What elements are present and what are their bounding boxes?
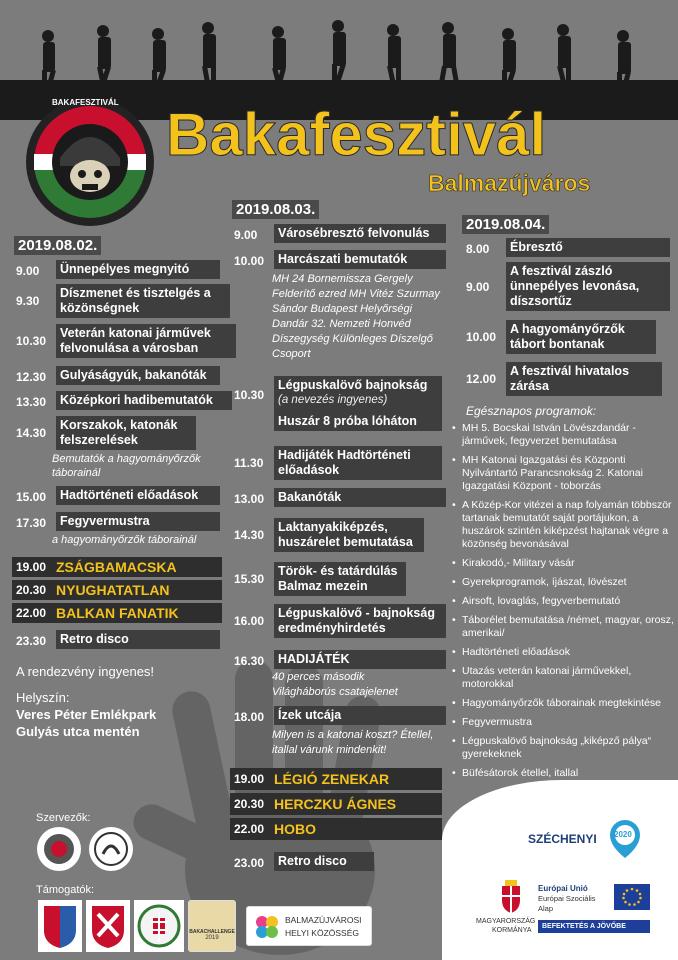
hungary-line-2: KORMÁNYA [492,927,532,934]
organizer-logo-1 [36,826,82,872]
band-name: LÉGIÓ ZENEKAR [274,771,390,787]
free-entry-text: A rendezvény ingyenes! [16,664,155,679]
organizer-logo-2 [88,826,134,872]
event-time: 10.30 [16,334,47,348]
day2-event-1 [234,250,446,269]
band-time: 19.00 [234,772,265,786]
day2-event-9-note: Milyen is a katonai koszt? Étellel, itallal várunk mindenkit! [272,729,434,756]
day2-event-4 [234,488,446,507]
day3-event-1 [466,262,670,311]
event-label: Gulyáságyúk, bakanóták [56,366,220,385]
event-time: 10.00 [466,330,497,344]
event-time: 11.30 [234,456,264,470]
eu-line-3: Alap [538,904,554,913]
event-time: 9.30 [16,294,40,308]
hungary-line-1: MAGYARORSZÁG [476,918,536,925]
day2-date: 2019.08.03. [232,200,319,219]
day1-band-0 [12,557,222,577]
event-label: Török- és tatárdúlás Balmaz mezein [274,562,406,596]
event-time: 10.30 [234,388,265,402]
day3-event-0 [466,238,670,257]
event-label: Bakanóták [274,488,446,507]
festival-title: Bakafesztivál [166,101,547,168]
event-time: 8.00 [466,242,490,256]
allday-label: Egésznapos programok: [466,404,597,418]
band-time: 20.30 [234,797,265,811]
event-label: Ébresztő [506,238,670,257]
list-item: • Fegyvermustra [452,716,676,729]
venue-label: Helyszín: [16,690,70,705]
day1-event-7 [16,512,220,531]
day1-event-7-note: a hagyományőrzők táborainál [52,534,197,546]
eu-slogan: BEFEKTETÉS A JÖVŐBE [538,920,650,933]
event-label-2: Huszár 8 próba lóháton [278,414,417,428]
festival-subtitle: Balmazújváros [428,170,591,196]
local-line-1: BALMAZÚJVÁROSI [285,915,362,925]
event-label: Laktanyakiképzés, huszárelet bemutatása [274,518,424,552]
list-item: • Légpuskalövő bajnokság „kiképző pálya“ gyerekeknek [452,735,676,761]
eu-line-1: Európai Unió [538,884,588,893]
event-label: Középkori hadibemutatók [56,391,232,410]
list-item: • Hagyományőrzők táborainak megtekintése [452,697,676,710]
event-time: 23.00 [234,856,265,870]
list-item: • Hadtörténeti előadások [452,646,676,659]
event-time: 12.30 [16,370,47,384]
logo-text: BAKAFESZTIVÁL [52,98,119,107]
event-note: (a nevezés ingyenes) [278,394,388,406]
szechenyi-text: SZÉCHENYI [528,832,597,846]
eu-line-2: Európai Szociális [538,894,596,903]
band-time: 19.00 [16,560,47,574]
event-time: 15.00 [16,490,47,504]
event-label: A fesztivál zászló ünnepélyes levonása, díszsortűz [506,262,670,311]
day2-event-0 [234,224,446,243]
day3-event-3 [466,362,662,396]
list-item: • Utazás veterán katonai járművekkel, motorokkal [452,665,676,691]
band-name: NYUGHATATLAN [56,582,170,598]
band-name: BALKAN FANATIK [56,605,179,621]
list-item: • Táborélet bemutatása /német, magyar, orosz, amerikai/ [452,614,676,640]
event-block [274,376,442,431]
event-time: 16.30 [234,654,265,668]
event-label: Retro disco [274,852,374,871]
day2-band-0 [230,768,442,790]
event-time: 14.30 [234,528,265,542]
sponsors-label: Támogatók: [36,884,95,896]
day2-event-5 [234,518,424,552]
list-item: • Airsoft, lovaglás, fegyverbemutató [452,595,676,608]
day1-last [16,630,220,649]
day1-event-1 [16,284,230,318]
day2-band-1 [230,793,442,815]
event-label: Légpuskalövő - bajnokság eredményhirdetés [274,604,446,638]
event-label: A fesztivál hivatalos zárása [506,362,662,396]
list-item: • A Közép-Kor vitézei a nap folyamán többször tartanak bemutatót saját portájukon, a huszárok szintén kiképzést hajtanak végre a közönség bevonásával [452,499,676,551]
day2-band-2 [230,818,442,840]
event-time: 18.00 [234,710,265,724]
band-name: ZSÁGBAMACSKA [56,559,177,575]
day1-event-4 [16,391,232,410]
day2-event-8 [234,650,446,669]
event-label: Díszmenet és tisztelgés a közönségnek [56,284,230,318]
event-time: 13.30 [16,395,47,409]
festival-logo [24,96,156,228]
badge-year: 2019 [205,935,219,941]
band-time: 22.00 [16,606,47,620]
day2-event-6 [234,562,406,596]
event-label: Fegyvermustra [56,512,220,531]
hungary-coat-of-arms-icon [498,878,524,914]
event-label: Veterán katonai járművek felvonulása a városban [56,324,236,358]
day3-date: 2019.08.04. [462,215,549,234]
day2-event-8-note: 40 perces második Világháborús csatajelenet [272,671,398,698]
day1-event-2 [16,324,236,358]
event-label: Hadijáték Hadtörténeti előadások [274,446,442,480]
day2-last [234,852,374,871]
event-label: Városébresztő felvonulás [274,224,446,243]
list-item: • MH Katonai Igazgatási és Központi Nyilvántartó Parancsnokság 2. Katonai Igazgatási Központ - toborzás [452,454,676,493]
event-time: 13.00 [234,492,265,506]
eu-flag-icon [614,884,650,910]
day1-date: 2019.08.02. [14,236,101,255]
band-name: HOBO [274,821,316,837]
event-time: 9.00 [16,264,40,278]
band-time: 22.00 [234,822,265,836]
list-item: • Kirakodó,- Military vásár [452,557,676,570]
band-name: HERCZKU ÁGNES [274,796,397,812]
badge-text: BAKACHALLENGE [189,929,235,935]
venue-text: Veres Péter Emlékpark Gulyás utca mentén [16,707,157,739]
list-item: • Gyerekprogramok, íjászat, lövészet [452,576,676,589]
event-label: Ünnepélyes megnyitó [56,260,220,279]
event-label: Korszakok, katonák felszerelések [56,416,196,450]
band-time: 20.30 [16,583,47,597]
day2-event-7 [234,604,446,638]
event-time: 17.30 [16,516,47,530]
bakachallenge-badge [188,900,236,952]
day2-event-9 [234,706,446,725]
event-label: HADIJÁTÉK [274,650,446,669]
event-time: 16.00 [234,614,265,628]
list-item: • MH 5. Bocskai István Lövészdandár - járművek, fegyverzet bemutatása [452,422,676,448]
allday-program-list [452,422,676,786]
day2-event-3 [234,446,442,480]
event-label: Hadtörténeti előadások [56,486,220,505]
event-label: Légpuskalövő bajnokság [278,378,428,392]
event-time: 15.30 [234,572,265,586]
local-community-logo [246,906,372,946]
event-label: A hagyományőrzők tábort bontanak [506,320,656,354]
event-time: 9.00 [234,228,258,242]
szechenyi-pin-icon [610,820,640,858]
day1-event-6 [16,486,220,505]
sponsor-crest-1 [38,900,82,952]
szechenyi-year: 2020 [614,830,632,839]
event-time: 12.00 [466,372,497,386]
day1-event-5-note: Bemutatók a hagyományőrzők táborainál [52,453,201,479]
day2-event-2 [234,376,442,431]
szechenyi-footer [442,780,678,960]
sponsor-crest-3 [134,900,184,952]
day2-event-1-note: MH 24 Bornemissza Gergely Felderítő ezred MH Vitéz Szurmay Sándor Budapest Helyőrségi Dandár 32. Nemzeti Honvéd Díszegység Különleges Díszelgő Csoport [272,273,440,360]
list-item: • Büfésátorok étellel, itallal [452,767,676,780]
day1-event-3 [16,366,220,385]
day1-band-1 [12,580,222,600]
event-label: Ízek utcája [274,706,446,725]
event-time: 10.00 [234,254,265,268]
event-label: Harcászati bemutatók [274,250,446,269]
sponsor-crest-2 [86,900,130,952]
organizers-label: Szervezők: [36,812,91,824]
day1-band-2 [12,603,222,623]
community-circles-icon [253,913,281,941]
day3-event-2 [466,320,656,354]
event-time: 23.30 [16,634,47,648]
day1-event-0 [16,260,220,279]
event-label: Retro disco [56,630,220,649]
event-time: 9.00 [466,280,490,294]
day1-event-5 [16,416,196,450]
local-line-2: HELYI KÖZÖSSÉG [285,928,360,938]
event-time: 14.30 [16,426,47,440]
